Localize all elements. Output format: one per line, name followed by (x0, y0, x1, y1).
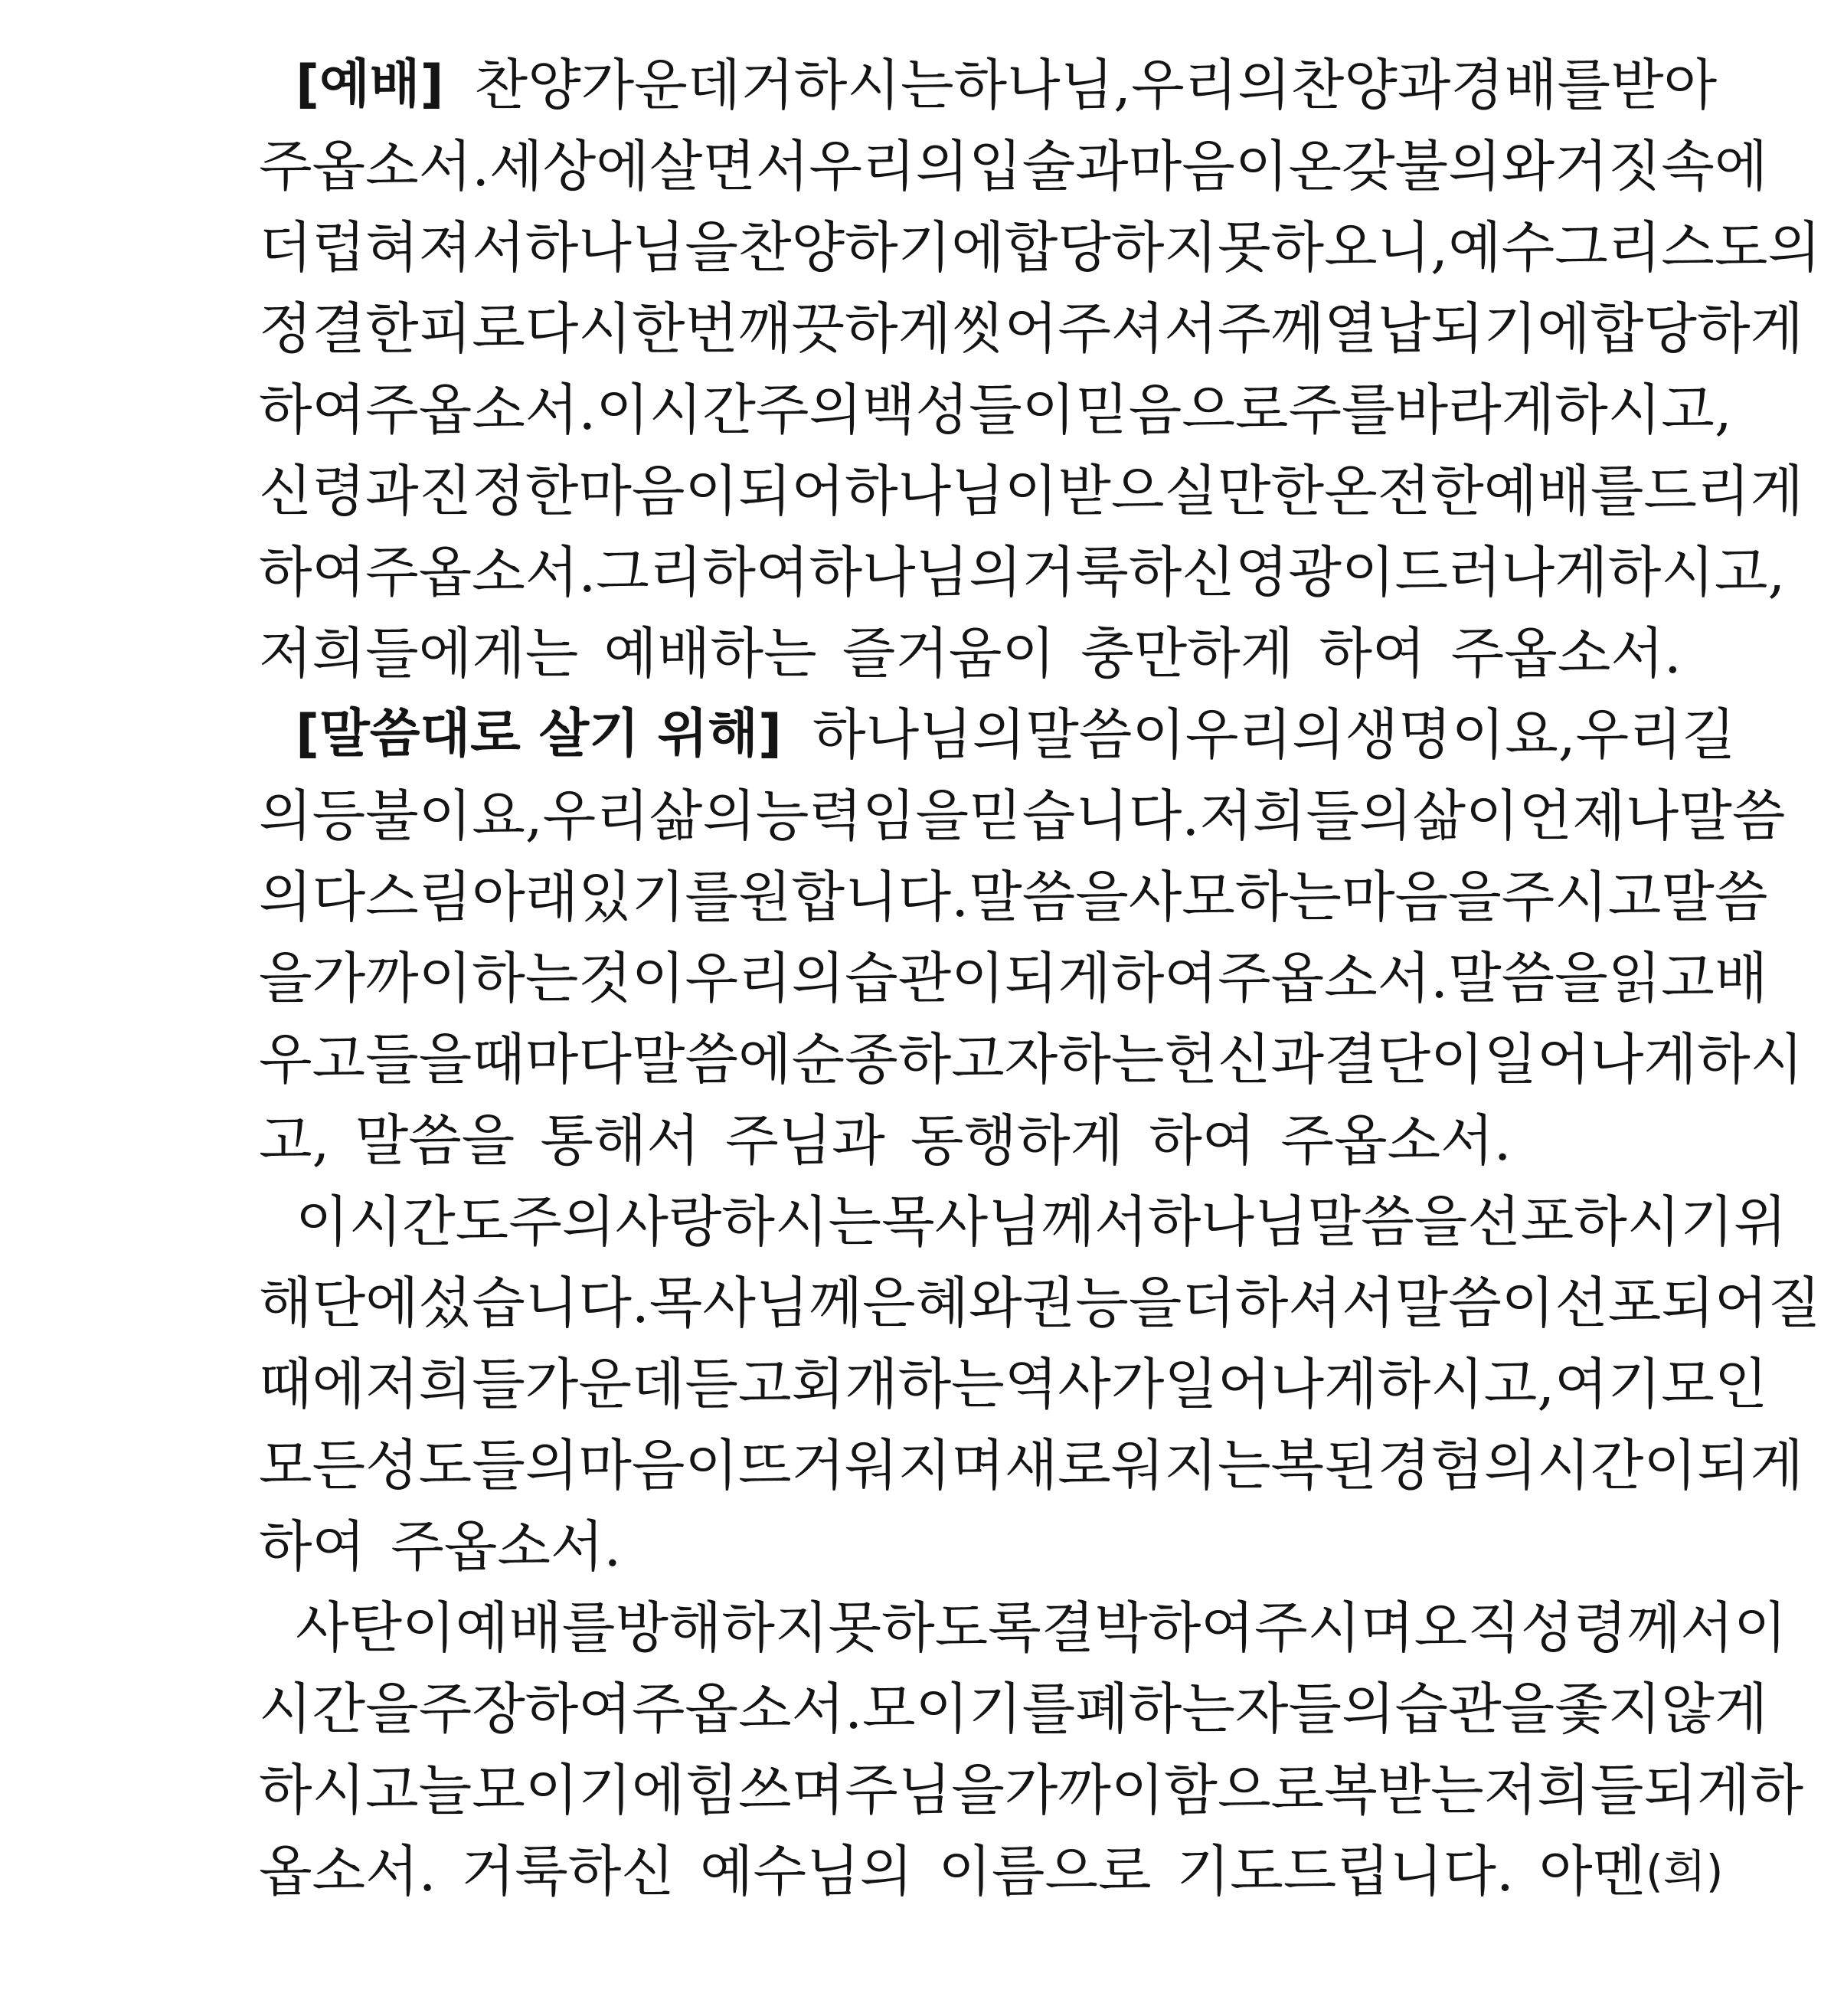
word: 주옵소서. (391, 1514, 622, 1579)
word: 진정한 (418, 459, 579, 523)
word: 말씀을 (1448, 946, 1608, 1010)
text-line (259, 613, 1682, 694)
word: 주의 (508, 1190, 616, 1254)
word: 다시 (525, 296, 632, 361)
word: 고, (259, 1108, 330, 1173)
word: 합당하지 (1004, 215, 1218, 280)
word: 깨끗하게 (737, 296, 952, 361)
word: 하나님이 (845, 459, 1058, 523)
word: 은혜와 (862, 1271, 1022, 1335)
word: 권능을 (1022, 1271, 1182, 1335)
word: 때마다 (472, 1027, 632, 1091)
word: 습관이 (845, 946, 1005, 1010)
word: 하여 (259, 540, 366, 604)
author-signature: (희) (1646, 1845, 1724, 1897)
text-line (259, 207, 1821, 288)
word: 찬양과 (1290, 53, 1451, 117)
word: 오직 (1414, 1595, 1521, 1660)
word: 위 (1733, 1190, 1787, 1254)
word: 말씀이 (1025, 702, 1185, 767)
text-line (259, 1343, 1768, 1425)
word: 주를 (1288, 378, 1395, 442)
word: 것이 (578, 946, 685, 1010)
word: 더럽혀져서 (259, 215, 525, 280)
word: 주옵소서. (259, 134, 490, 198)
word: 시간을 (259, 1677, 419, 1741)
word: 말씀에 (631, 1027, 792, 1091)
word: 복받는 (1324, 1758, 1484, 1822)
word: 이 (296, 1190, 349, 1254)
word: 다스림 (312, 865, 472, 929)
word: 단에 (312, 1271, 419, 1335)
word: 있기를 (578, 865, 738, 929)
word: 말씀을 (1307, 1190, 1468, 1254)
word: 주옵소서. (1217, 946, 1449, 1010)
word: 삶의 (649, 784, 756, 848)
word: 원합니다. (737, 865, 969, 929)
word: 마음이 (578, 1433, 738, 1497)
text-line (259, 450, 1804, 532)
word: 되게 (1643, 1758, 1751, 1822)
text-line (259, 1425, 1804, 1506)
word: 말씀을 (969, 865, 1129, 929)
word: 거짓 (1555, 134, 1662, 198)
word: 일어나게 (1164, 1352, 1378, 1416)
word: 드러나게 (1394, 540, 1608, 604)
word: 경배를 (1450, 53, 1611, 117)
word: 백성들이 (862, 378, 1076, 442)
word: 살면서 (649, 134, 809, 198)
word: 하여 (1319, 621, 1426, 686)
word: 한번 (631, 296, 738, 361)
word: 우리 (542, 784, 649, 848)
word: 듣고 (685, 1352, 792, 1416)
word: 우리의 (685, 946, 845, 1010)
word: 읽고 (1607, 946, 1715, 1010)
word: 바라게 (1394, 378, 1555, 442)
word: 언제나 (1519, 784, 1679, 848)
word: 입술과 (969, 134, 1129, 198)
word: 만한 (1217, 459, 1325, 523)
word: 사탄이 (296, 1595, 456, 1660)
text-line (259, 126, 1768, 207)
word: 하여 (259, 378, 366, 442)
word: 아래 (472, 865, 579, 929)
word: 여기 (1555, 1352, 1662, 1416)
word: 되게 (1696, 1433, 1804, 1497)
text-line (259, 1506, 1522, 1587)
word: 불의와 (1394, 134, 1555, 198)
word: 헌신과 (1164, 1027, 1325, 1091)
word: 하시고, (1377, 1352, 1555, 1416)
word: 거하시는 (740, 53, 954, 117)
word: 이 (596, 378, 649, 442)
word: 모이기를 (861, 1677, 1076, 1741)
word: 주옵소서. (1450, 621, 1682, 686)
text-line (259, 1668, 1768, 1749)
word: 방해하지 (615, 1595, 829, 1660)
text-line (259, 1100, 1522, 1181)
word: 늘 (418, 1758, 472, 1822)
word: 씻어 (951, 296, 1058, 361)
word: 온갖 (1288, 134, 1395, 198)
word: 삶이 (1412, 784, 1519, 848)
word: 정결한 (259, 296, 419, 361)
word: 좇지 (1555, 1677, 1662, 1741)
word: 않게 (1661, 1677, 1768, 1741)
word: 하나님, (953, 53, 1132, 117)
word: 영광이 (1234, 540, 1395, 604)
word: 을 (259, 946, 312, 1010)
word: 되어 (737, 459, 845, 523)
word: 시간도 (348, 1190, 509, 1254)
word: 섰습니다. (418, 1271, 649, 1335)
word: 피로 (418, 296, 525, 361)
word: 사랑하시는 (615, 1190, 882, 1254)
word: 즐거움이 (842, 621, 1055, 686)
word: 주셔서 (1058, 296, 1218, 361)
word: 역사가 (1004, 1352, 1165, 1416)
word: 저희들 (365, 1352, 525, 1416)
word: 속에 (1661, 134, 1768, 198)
text-line (259, 369, 1732, 450)
word: 선포되어질 (1555, 1271, 1821, 1335)
word: 모인 (1661, 1352, 1768, 1416)
word: 주의 (755, 378, 862, 442)
word: 드리게 (1643, 459, 1804, 523)
word: 신령과 (259, 459, 419, 523)
word: 주시고 (1501, 865, 1662, 929)
word: 예배를 (1483, 459, 1644, 523)
word: 주님과 (725, 1108, 885, 1173)
word: 마음을 (1341, 865, 1502, 929)
word: 해 (259, 1271, 312, 1335)
word: 저희들의 (1199, 784, 1413, 848)
word: 힘쓰며 (685, 1758, 845, 1822)
word: 열납되기에 (1324, 296, 1591, 361)
word: 주께 (1217, 296, 1325, 361)
word: 합당하게 (1590, 296, 1804, 361)
word: 통해서 (540, 1108, 700, 1173)
word: 폐하는 (1075, 1677, 1235, 1741)
word: 능력임을 (755, 784, 969, 848)
word: 믿습니다. (969, 784, 1200, 848)
word: 모든 (259, 1433, 366, 1497)
word: 옵소서. (259, 1839, 436, 1903)
word: 우리의 (1185, 702, 1345, 767)
word: 사모하는 (1128, 865, 1342, 929)
word: 성도들의 (365, 1433, 579, 1497)
word: 믿음으로 (1075, 378, 1289, 442)
section-heading: [말씀대로 살기 위해] (296, 704, 783, 764)
word: 성령께서 (1520, 1595, 1734, 1660)
word: 거룩하신 (461, 1839, 675, 1903)
word: 경험의 (1377, 1433, 1538, 1497)
word: 뜨거워지며 (737, 1433, 1005, 1497)
word: 말씀을 (355, 1108, 515, 1173)
word: 주옵소서. (1280, 1108, 1512, 1173)
text-line (259, 775, 1786, 856)
word: 하나님의 (809, 540, 1022, 604)
word: 결단이 (1324, 1027, 1484, 1091)
closing-words (259, 1831, 1646, 1912)
word: 길 (1682, 702, 1736, 767)
word: 주시며 (1254, 1595, 1414, 1660)
word: 복된 (1270, 1433, 1378, 1497)
word: 못하도록 (828, 1595, 1041, 1660)
word: 거룩하신 (1022, 540, 1235, 604)
word: 충만하게 (1081, 621, 1294, 686)
word: 찬양 (474, 53, 581, 117)
word: 하시고, (1555, 378, 1732, 442)
word: 하여 (1149, 1108, 1256, 1173)
word: 의 (259, 784, 312, 848)
text-line (259, 1587, 1787, 1668)
word: 우고 (259, 1027, 366, 1091)
word: 시간이 (1537, 1433, 1697, 1497)
word: 가운데 (580, 53, 741, 117)
word: 하나님의 (812, 702, 1026, 767)
word: 하는 (1058, 1027, 1165, 1091)
text-line (259, 1749, 1804, 1831)
prayer-text (259, 44, 1821, 1912)
word: 들을 (365, 1027, 472, 1091)
word: 그리하여 (596, 540, 809, 604)
word: 마음이 (578, 459, 738, 523)
word: 받아 (1610, 53, 1718, 117)
word: 세상에 (489, 134, 649, 198)
word: 주장하여 (418, 1677, 632, 1741)
word: 목사님께서 (881, 1190, 1148, 1254)
word: 습관을 (1394, 1677, 1555, 1741)
text-line (259, 44, 1718, 126)
word: 순종하고자 (791, 1027, 1058, 1091)
word: 가운데 (525, 1352, 685, 1416)
word: 일어나게 (1483, 1027, 1697, 1091)
word: 하시고 (259, 1758, 419, 1822)
word: 생명이요, (1345, 702, 1576, 767)
word: 가까이함으로 (1004, 1758, 1325, 1822)
word: 찬양하기에 (737, 215, 1005, 280)
word: 더하셔서 (1182, 1271, 1395, 1335)
word: 이름으로 (938, 1839, 1152, 1903)
word: 시간 (649, 378, 756, 442)
word: 예수님의 (699, 1839, 914, 1903)
text-line (259, 288, 1804, 369)
word: 회개하는 (791, 1352, 1005, 1416)
word: 못하오니, (1217, 215, 1449, 280)
word: 말씀이 (1394, 1271, 1555, 1335)
word: 가까이하는 (312, 946, 579, 1010)
word: 이 (1733, 1595, 1787, 1660)
word: 저희들에게는 (259, 621, 579, 686)
text-line (259, 1831, 1724, 1912)
word: 되게 (1004, 946, 1111, 1010)
word: 새로워지는 (1004, 1433, 1271, 1497)
word: 모이기에 (472, 1758, 685, 1822)
text-line (259, 1181, 1787, 1262)
word: 온전한 (1324, 459, 1484, 523)
word: 결박하여 (1041, 1595, 1254, 1660)
text-line (259, 1262, 1821, 1343)
word: 저희들 (1483, 1758, 1644, 1822)
word: 말씀 (1679, 784, 1786, 848)
text-line (259, 938, 1768, 1019)
word: 의 (259, 865, 312, 929)
word: 동행하게 (910, 1108, 1124, 1173)
word: 기도드립니다. (1176, 1839, 1514, 1903)
word: 하 (1750, 1758, 1804, 1822)
text-line (259, 694, 1736, 775)
word: 선포하시기 (1467, 1190, 1734, 1254)
section-heading: [예배] (296, 54, 444, 115)
word: 우리의 (809, 134, 969, 198)
word: 주옵소서. (631, 1677, 862, 1741)
word: 배 (1714, 946, 1768, 1010)
word: 때에 (259, 1352, 366, 1416)
word: 받으실 (1058, 459, 1218, 523)
word: 아멘 (1538, 1839, 1646, 1903)
word: 그리스도의 (1555, 215, 1821, 280)
word: 주옵소서. (365, 540, 597, 604)
text-line (259, 856, 1768, 938)
word: 주옵소서. (365, 378, 597, 442)
word: 등불이요, (312, 784, 543, 848)
word: 하나님을 (525, 215, 738, 280)
word: 우리 (1575, 702, 1682, 767)
word: 하시 (1696, 1027, 1804, 1091)
word: 마음이 (1128, 134, 1289, 198)
text-line (259, 1019, 1804, 1100)
word: 주님을 (845, 1758, 1005, 1822)
word: 예배를 (455, 1595, 616, 1660)
word: 말씀 (1661, 865, 1768, 929)
word: 자들의 (1234, 1677, 1395, 1741)
word: 예수 (1448, 215, 1555, 280)
word: 목사님께 (649, 1271, 862, 1335)
word: 하나님 (1147, 1190, 1308, 1254)
text-line (259, 532, 1786, 613)
word: 하여 (259, 1514, 366, 1579)
word: 우리의 (1131, 53, 1291, 117)
word: 예배하는 (603, 621, 817, 686)
word: 하여 (1110, 946, 1218, 1010)
word: 하시고, (1607, 540, 1786, 604)
